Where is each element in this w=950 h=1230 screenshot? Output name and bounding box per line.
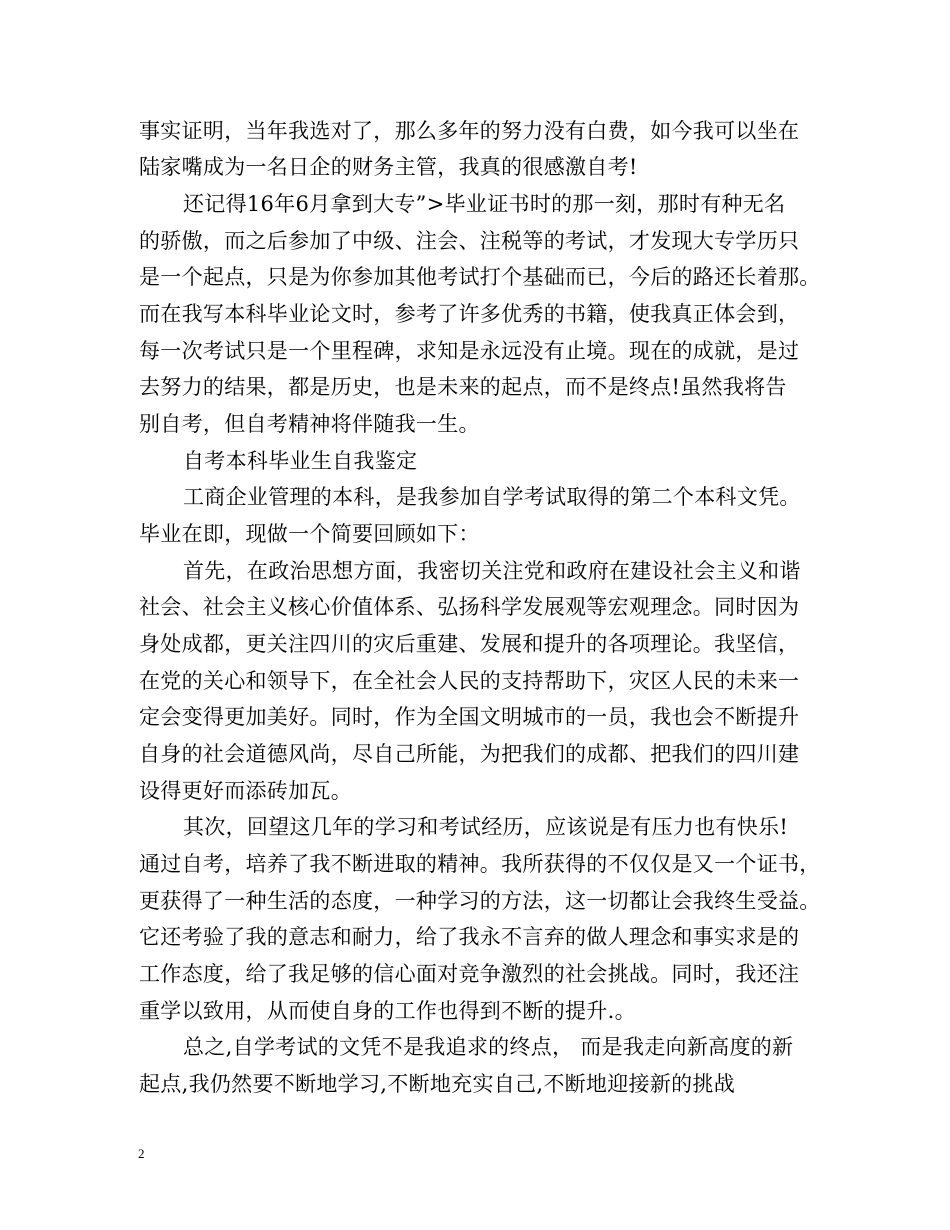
text-line: 它还考验了我的意志和耐力，给了我永不言弃的做人理念和事实求是的 (139, 925, 800, 949)
text-line: 设得更好而添砖加瓦。 (139, 779, 352, 803)
text-line: 而在我写本科毕业论文时，参考了许多优秀的书籍，使我真正体会到， (139, 302, 800, 326)
text-line: 毕业在即，现做一个简要回顾如下： (139, 522, 480, 546)
text-line: 通过自考，培养了我不断进取的精神。我所获得的不仅仅是又一个证书， (139, 852, 821, 876)
text-line: 的骄傲，而之后参加了中级、注会、注税等的考试，才发现大专学历只 (139, 229, 800, 253)
section-heading: 自考本科毕业生自我鉴定 (183, 449, 418, 473)
text-line: 首先，在政治思想方面，我密切关注党和政府在建设社会主义和谐 (183, 559, 801, 583)
text-line: 在党的关心和领导下，在全社会人民的支持帮助下，灾区人民的未来一 (139, 669, 800, 693)
text-line: 身处成都，更关注四川的灾后重建、发展和提升的各项理论。我坚信， (139, 632, 800, 656)
text-line: 别自考，但自考精神将伴随我一生。 (139, 412, 480, 436)
text-line: 社会、社会主义核心价值体系、弘扬科学发展观等宏观理念。同时因为 (139, 595, 800, 619)
text-line: 起点,我仍然要不断地学习,不断地充实自己,不断地迎接新的挑战 (139, 1072, 736, 1096)
text-line: 还记得16年6月拿到大专”>毕业证书时的那一刻，那时有种无名 (183, 192, 786, 216)
text-line: 事实证明，当年我选对了，那么多年的努力没有白费，如今我可以坐在 (139, 119, 800, 143)
page-number: 2 (138, 1146, 145, 1161)
text-line: 去努力的结果，都是历史，也是未来的起点，而不是终点!虽然我将告 (139, 375, 787, 399)
text-line: 重学以致用，从而使自身的工作也得到不断的提升.。 (139, 999, 636, 1023)
text-line: 自身的社会道德风尚，尽自己所能，为把我们的成都、把我们的四川建 (139, 742, 800, 766)
text-line: 工作态度，给了我足够的信心面对竞争激烈的社会挑战。同时，我还注 (139, 962, 800, 986)
text-line: 定会变得更加美好。同时，作为全国文明城市的一员，我也会不断提升 (139, 705, 800, 729)
text-line: 工商企业管理的本科，是我参加自学考试取得的第二个本科文凭。 (183, 485, 801, 509)
text-line: 陆家嘴成为一名日企的财务主管，我真的很感激自考! (139, 155, 638, 179)
text-line: 其次，回望这几年的学习和考试经历，应该说是有压力也有快乐! (183, 815, 789, 839)
text-line: 总之,自学考试的文凭不是我追求的终点， 而是我走向新高度的新 (183, 1035, 794, 1059)
text-line: 更获得了一种生活的态度，一种学习的方法，这一切都让会我终生受益。 (139, 889, 821, 913)
text-line: 每一次考试只是一个里程碑，求知是永远没有止境。现在的成就，是过 (139, 339, 800, 363)
text-line: 是一个起点，只是为你参加其他考试打个基础而已，今后的路还长着那。 (139, 265, 821, 289)
